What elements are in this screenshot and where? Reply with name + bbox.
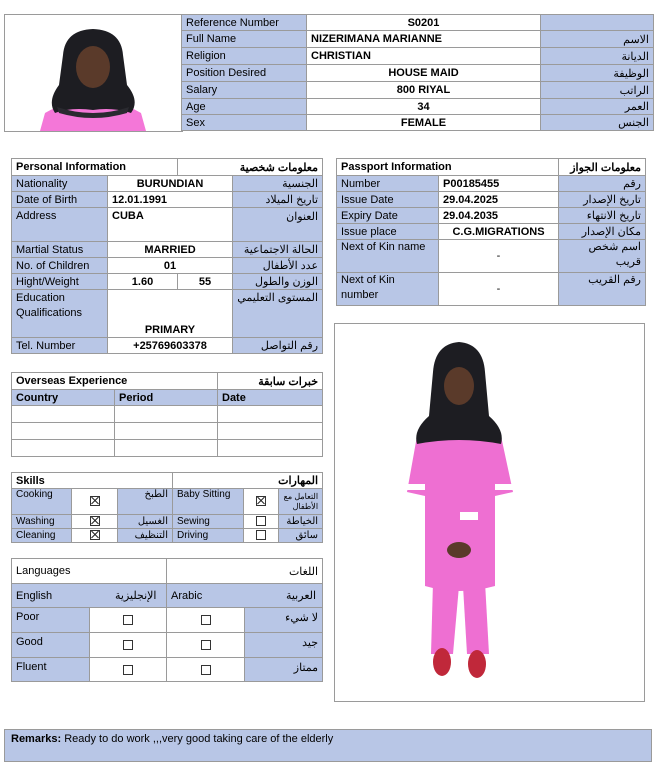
religion-label-ar: الديانة	[541, 48, 654, 65]
languages-title-ar: اللغات	[167, 559, 323, 584]
marital-value: MARRIED	[108, 242, 233, 258]
dob-label: Date of Birth	[12, 192, 108, 208]
salary-label-ar: الراتب	[541, 82, 654, 99]
passport-number-label: Number	[337, 176, 439, 192]
skill-cooking-checkbox[interactable]	[72, 489, 118, 515]
overseas-cell	[115, 440, 218, 457]
languages-table	[11, 558, 323, 682]
overseas-cell	[218, 423, 323, 440]
skill-washing-label-ar: الغسيل	[118, 515, 173, 529]
dob-label-ar: تاريخ الميلاد	[233, 192, 323, 208]
overseas-cell	[12, 440, 115, 457]
ref-label: Reference Number	[182, 15, 307, 31]
overseas-cell	[218, 440, 323, 457]
header-info-table	[181, 14, 654, 131]
skill-cleaning-label: Cleaning	[12, 529, 72, 543]
salary-label: Salary	[182, 82, 307, 99]
issue-date-value: 29.04.2025	[439, 192, 559, 208]
level-fluent-label: Fluent	[12, 658, 90, 682]
checkbox-empty-icon	[201, 615, 211, 625]
salary-value: 800 RIYAL	[307, 82, 541, 99]
personal-info-table	[11, 158, 323, 354]
sex-label: Sex	[182, 115, 307, 131]
education-value: PRIMARY	[108, 290, 233, 338]
position-value: HOUSE MAID	[307, 65, 541, 82]
ref-value: S0201	[307, 15, 541, 31]
overseas-table	[11, 372, 323, 457]
address-value: CUBA	[108, 208, 233, 242]
children-label: No. of Children	[12, 258, 108, 274]
skill-cleaning-checkbox[interactable]	[72, 529, 118, 543]
overseas-col-date: Date	[218, 390, 323, 406]
overseas-title: Overseas Experience	[12, 373, 218, 390]
remarks-label: Remarks:	[11, 733, 62, 745]
overseas-cell	[115, 423, 218, 440]
level-poor-label: Poor	[12, 608, 90, 633]
skill-sewing-label: Sewing	[173, 515, 244, 529]
address-label: Address	[12, 208, 108, 242]
checkbox-empty-icon	[123, 615, 133, 625]
level-fluent-label-ar: ممتاز	[245, 658, 323, 682]
arabic-header	[167, 584, 323, 608]
skill-washing-label: Washing	[12, 515, 72, 529]
checkbox-empty-icon	[201, 640, 211, 650]
kin-name-value: -	[439, 240, 559, 273]
personal-title-ar: معلومات شخصية	[178, 159, 323, 176]
education-label: Education Qualifications	[12, 290, 108, 338]
english-label: English	[16, 589, 53, 602]
poor-english-checkbox[interactable]	[90, 608, 167, 633]
good-english-checkbox[interactable]	[90, 633, 167, 658]
checkbox-empty-icon	[201, 665, 211, 675]
passport-number-value: P00185455	[439, 176, 559, 192]
height-value: 1.60	[108, 274, 178, 290]
skill-babysitting-label: Baby Sitting	[173, 489, 244, 515]
marital-label: Martial Status	[12, 242, 108, 258]
nationality-value: BURUNDIAN	[108, 176, 233, 192]
tel-label: Tel. Number	[12, 338, 108, 354]
overseas-col-period: Period	[115, 390, 218, 406]
good-arabic-checkbox[interactable]	[167, 633, 245, 658]
sex-label-ar: الجنس	[541, 115, 654, 131]
level-poor-label-ar: لا شيء	[245, 608, 323, 633]
skill-sewing-checkbox[interactable]	[244, 515, 279, 529]
overseas-row	[12, 423, 323, 440]
issue-date-label-ar: تاريخ الإصدار	[559, 192, 646, 208]
position-label: Position Desired	[182, 65, 307, 82]
personal-title: Personal Information	[12, 159, 178, 176]
skill-babysitting-checkbox[interactable]	[244, 489, 279, 515]
nationality-label: Nationality	[12, 176, 108, 192]
hw-label-ar: الوزن والطول	[233, 274, 323, 290]
skills-title: Skills	[12, 473, 173, 489]
issue-place-label-ar: مكان الإصدار	[559, 224, 646, 240]
expiry-date-label-ar: تاريخ الانتهاء	[559, 208, 646, 224]
english-header	[12, 584, 167, 608]
expiry-date-value: 29.04.2035	[439, 208, 559, 224]
languages-title: Languages	[12, 559, 167, 584]
poor-arabic-checkbox[interactable]	[167, 608, 245, 633]
marital-label-ar: الحالة الاجتماعية	[233, 242, 323, 258]
skill-driving-label-ar: سائق	[279, 529, 323, 543]
tel-label-ar: رقم التواصل	[233, 338, 323, 354]
overseas-cell	[218, 406, 323, 423]
overseas-cell	[115, 406, 218, 423]
fullname-label-ar: الاسم	[541, 31, 654, 48]
kin-name-label-ar: اسم شخص قريب	[559, 240, 646, 273]
children-value: 01	[108, 258, 233, 274]
position-label-ar: الوظيفة	[541, 65, 654, 82]
skill-cooking-label-ar: الطبخ	[118, 489, 173, 515]
portrait-photo	[5, 15, 182, 131]
religion-label: Religion	[182, 48, 307, 65]
skill-babysitting-label-ar: التعامل مع الأطفال	[279, 489, 323, 515]
issue-place-label: Issue place	[337, 224, 439, 240]
full-length-photo-frame	[334, 323, 645, 702]
overseas-col-country: Country	[12, 390, 115, 406]
checkbox-checked-icon	[90, 530, 100, 540]
skill-driving-label: Driving	[173, 529, 244, 543]
kin-name-label: Next of Kin name	[337, 240, 439, 273]
checkbox-checked-icon	[90, 496, 100, 506]
full-length-photo	[335, 324, 644, 701]
skills-title-ar: المهارات	[173, 473, 323, 489]
remarks-text: Ready to do work ,,,very good taking care of the elderly	[61, 733, 334, 745]
passport-title-ar: معلومات الجواز	[559, 159, 646, 176]
level-good-label-ar: جيد	[245, 633, 323, 658]
arabic-label: Arabic	[171, 589, 203, 602]
skill-washing-checkbox[interactable]	[72, 515, 118, 529]
ref-label-ar	[541, 15, 654, 31]
skill-driving-checkbox[interactable]	[244, 529, 279, 543]
issue-place-value: C.G.MIGRATIONS	[439, 224, 559, 240]
age-value: 34	[307, 99, 541, 115]
checkbox-empty-icon	[123, 640, 133, 650]
age-label: Age	[182, 99, 307, 115]
religion-value: CHRISTIAN	[307, 48, 541, 65]
education-label-ar: المستوى التعليمي	[233, 290, 323, 338]
address-label-ar: العنوان	[233, 208, 323, 242]
fluent-arabic-checkbox[interactable]	[167, 658, 245, 682]
checkbox-empty-icon	[123, 665, 133, 675]
expiry-date-label: Expiry Date	[337, 208, 439, 224]
hw-label: Hight/Weight	[12, 274, 108, 290]
skill-cleaning-label-ar: التنظيف	[118, 529, 173, 543]
children-label-ar: عدد الأطفال	[233, 258, 323, 274]
checkbox-checked-icon	[256, 496, 266, 506]
remarks-box	[4, 729, 652, 762]
passport-title: Passport Information	[337, 159, 559, 176]
arabic-label-ar: العربية	[285, 590, 317, 602]
portrait-photo-frame	[4, 14, 183, 132]
skills-table	[11, 472, 323, 543]
fluent-english-checkbox[interactable]	[90, 658, 167, 682]
overseas-row	[12, 406, 323, 423]
age-label-ar: العمر	[541, 99, 654, 115]
overseas-cell	[12, 406, 115, 423]
fullname-label: Full Name	[182, 31, 307, 48]
fullname-value: NIZERIMANA MARIANNE	[307, 31, 541, 48]
issue-date-label: Issue Date	[337, 192, 439, 208]
weight-value: 55	[178, 274, 233, 290]
english-label-ar: الإنجليزية	[115, 590, 157, 602]
passport-number-label-ar: رقم	[559, 176, 646, 192]
checkbox-empty-icon	[256, 516, 266, 526]
kin-number-value: -	[439, 273, 559, 306]
level-good-label: Good	[12, 633, 90, 658]
overseas-title-ar: خبرات سابقة	[218, 373, 323, 390]
overseas-cell	[12, 423, 115, 440]
nationality-label-ar: الجنسية	[233, 176, 323, 192]
dob-value: 12.01.1991	[108, 192, 233, 208]
kin-number-label-ar: رقم القريب	[559, 273, 646, 306]
checkbox-empty-icon	[256, 530, 266, 540]
sex-value: FEMALE	[307, 115, 541, 131]
skill-cooking-label: Cooking	[12, 489, 72, 515]
skill-sewing-label-ar: الخياطة	[279, 515, 323, 529]
passport-info-table	[336, 158, 646, 306]
checkbox-checked-icon	[90, 516, 100, 526]
kin-number-label: Next of Kin number	[337, 273, 439, 306]
overseas-row	[12, 440, 323, 457]
tel-value: +25769603378	[108, 338, 233, 354]
